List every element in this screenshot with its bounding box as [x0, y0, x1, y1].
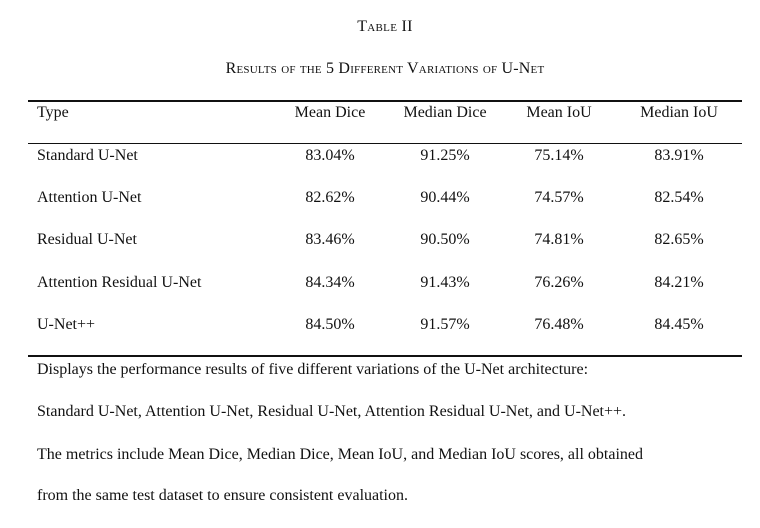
table-row [0, 231, 760, 255]
cell-type: Attention Residual U-Net [37, 274, 202, 291]
header-type: Type [37, 104, 69, 121]
cell-type: Standard U-Net [37, 147, 138, 164]
cell-median-iou: 82.65% [654, 231, 704, 248]
table-bottom-rule [28, 355, 742, 357]
header-median-dice: Median Dice [403, 104, 487, 121]
cell-median-iou: 84.21% [654, 274, 704, 291]
cell-mean-dice: 82.62% [305, 189, 355, 206]
table-caption-title: Results of the 5 Different Variations of U-Net [225, 60, 545, 77]
cell-median-dice: 91.25% [420, 147, 470, 164]
cell-mean-dice: 84.50% [305, 316, 355, 333]
header-mean-dice: Mean Dice [294, 104, 366, 121]
table-row [0, 189, 760, 213]
cell-median-dice: 90.50% [420, 231, 470, 248]
header-mean-iou: Mean IoU [526, 104, 592, 121]
table-caption-label: Table II [357, 18, 413, 35]
table-header-row [0, 104, 760, 128]
cell-type: Attention U-Net [37, 189, 142, 206]
cell-median-dice: 91.57% [420, 316, 470, 333]
cell-mean-iou: 76.48% [534, 316, 584, 333]
header-median-iou: Median IoU [640, 104, 718, 121]
table-row [0, 274, 760, 298]
cell-mean-dice: 83.46% [305, 231, 355, 248]
cell-mean-iou: 75.14% [534, 147, 584, 164]
cell-median-dice: 90.44% [420, 189, 470, 206]
table-row [0, 147, 760, 171]
table-note-line: from the same test dataset to ensure consistent evaluation. [37, 487, 408, 504]
cell-mean-dice: 83.04% [305, 147, 355, 164]
table-row [0, 316, 760, 340]
table-note-line: The metrics include Mean Dice, Median Dice, Mean IoU, and Median IoU scores, all obtained [37, 446, 644, 463]
cell-mean-dice: 84.34% [305, 274, 355, 291]
cell-mean-iou: 74.81% [534, 231, 584, 248]
table-note-line: Displays the performance results of five different variations of the U-Net architecture: [37, 361, 589, 378]
table-top-rule [28, 100, 742, 102]
cell-type: Residual U-Net [37, 231, 137, 248]
table-header-rule [28, 143, 742, 144]
cell-median-iou: 83.91% [654, 147, 704, 164]
cell-mean-iou: 76.26% [534, 274, 584, 291]
cell-type: U-Net++ [37, 316, 96, 333]
cell-median-iou: 84.45% [654, 316, 704, 333]
cell-median-iou: 82.54% [654, 189, 704, 206]
cell-mean-iou: 74.57% [534, 189, 584, 206]
cell-median-dice: 91.43% [420, 274, 470, 291]
table-note-line: Standard U-Net, Attention U-Net, Residual U-Net, Attention Residual U-Net, and U-Net++. [37, 403, 627, 420]
